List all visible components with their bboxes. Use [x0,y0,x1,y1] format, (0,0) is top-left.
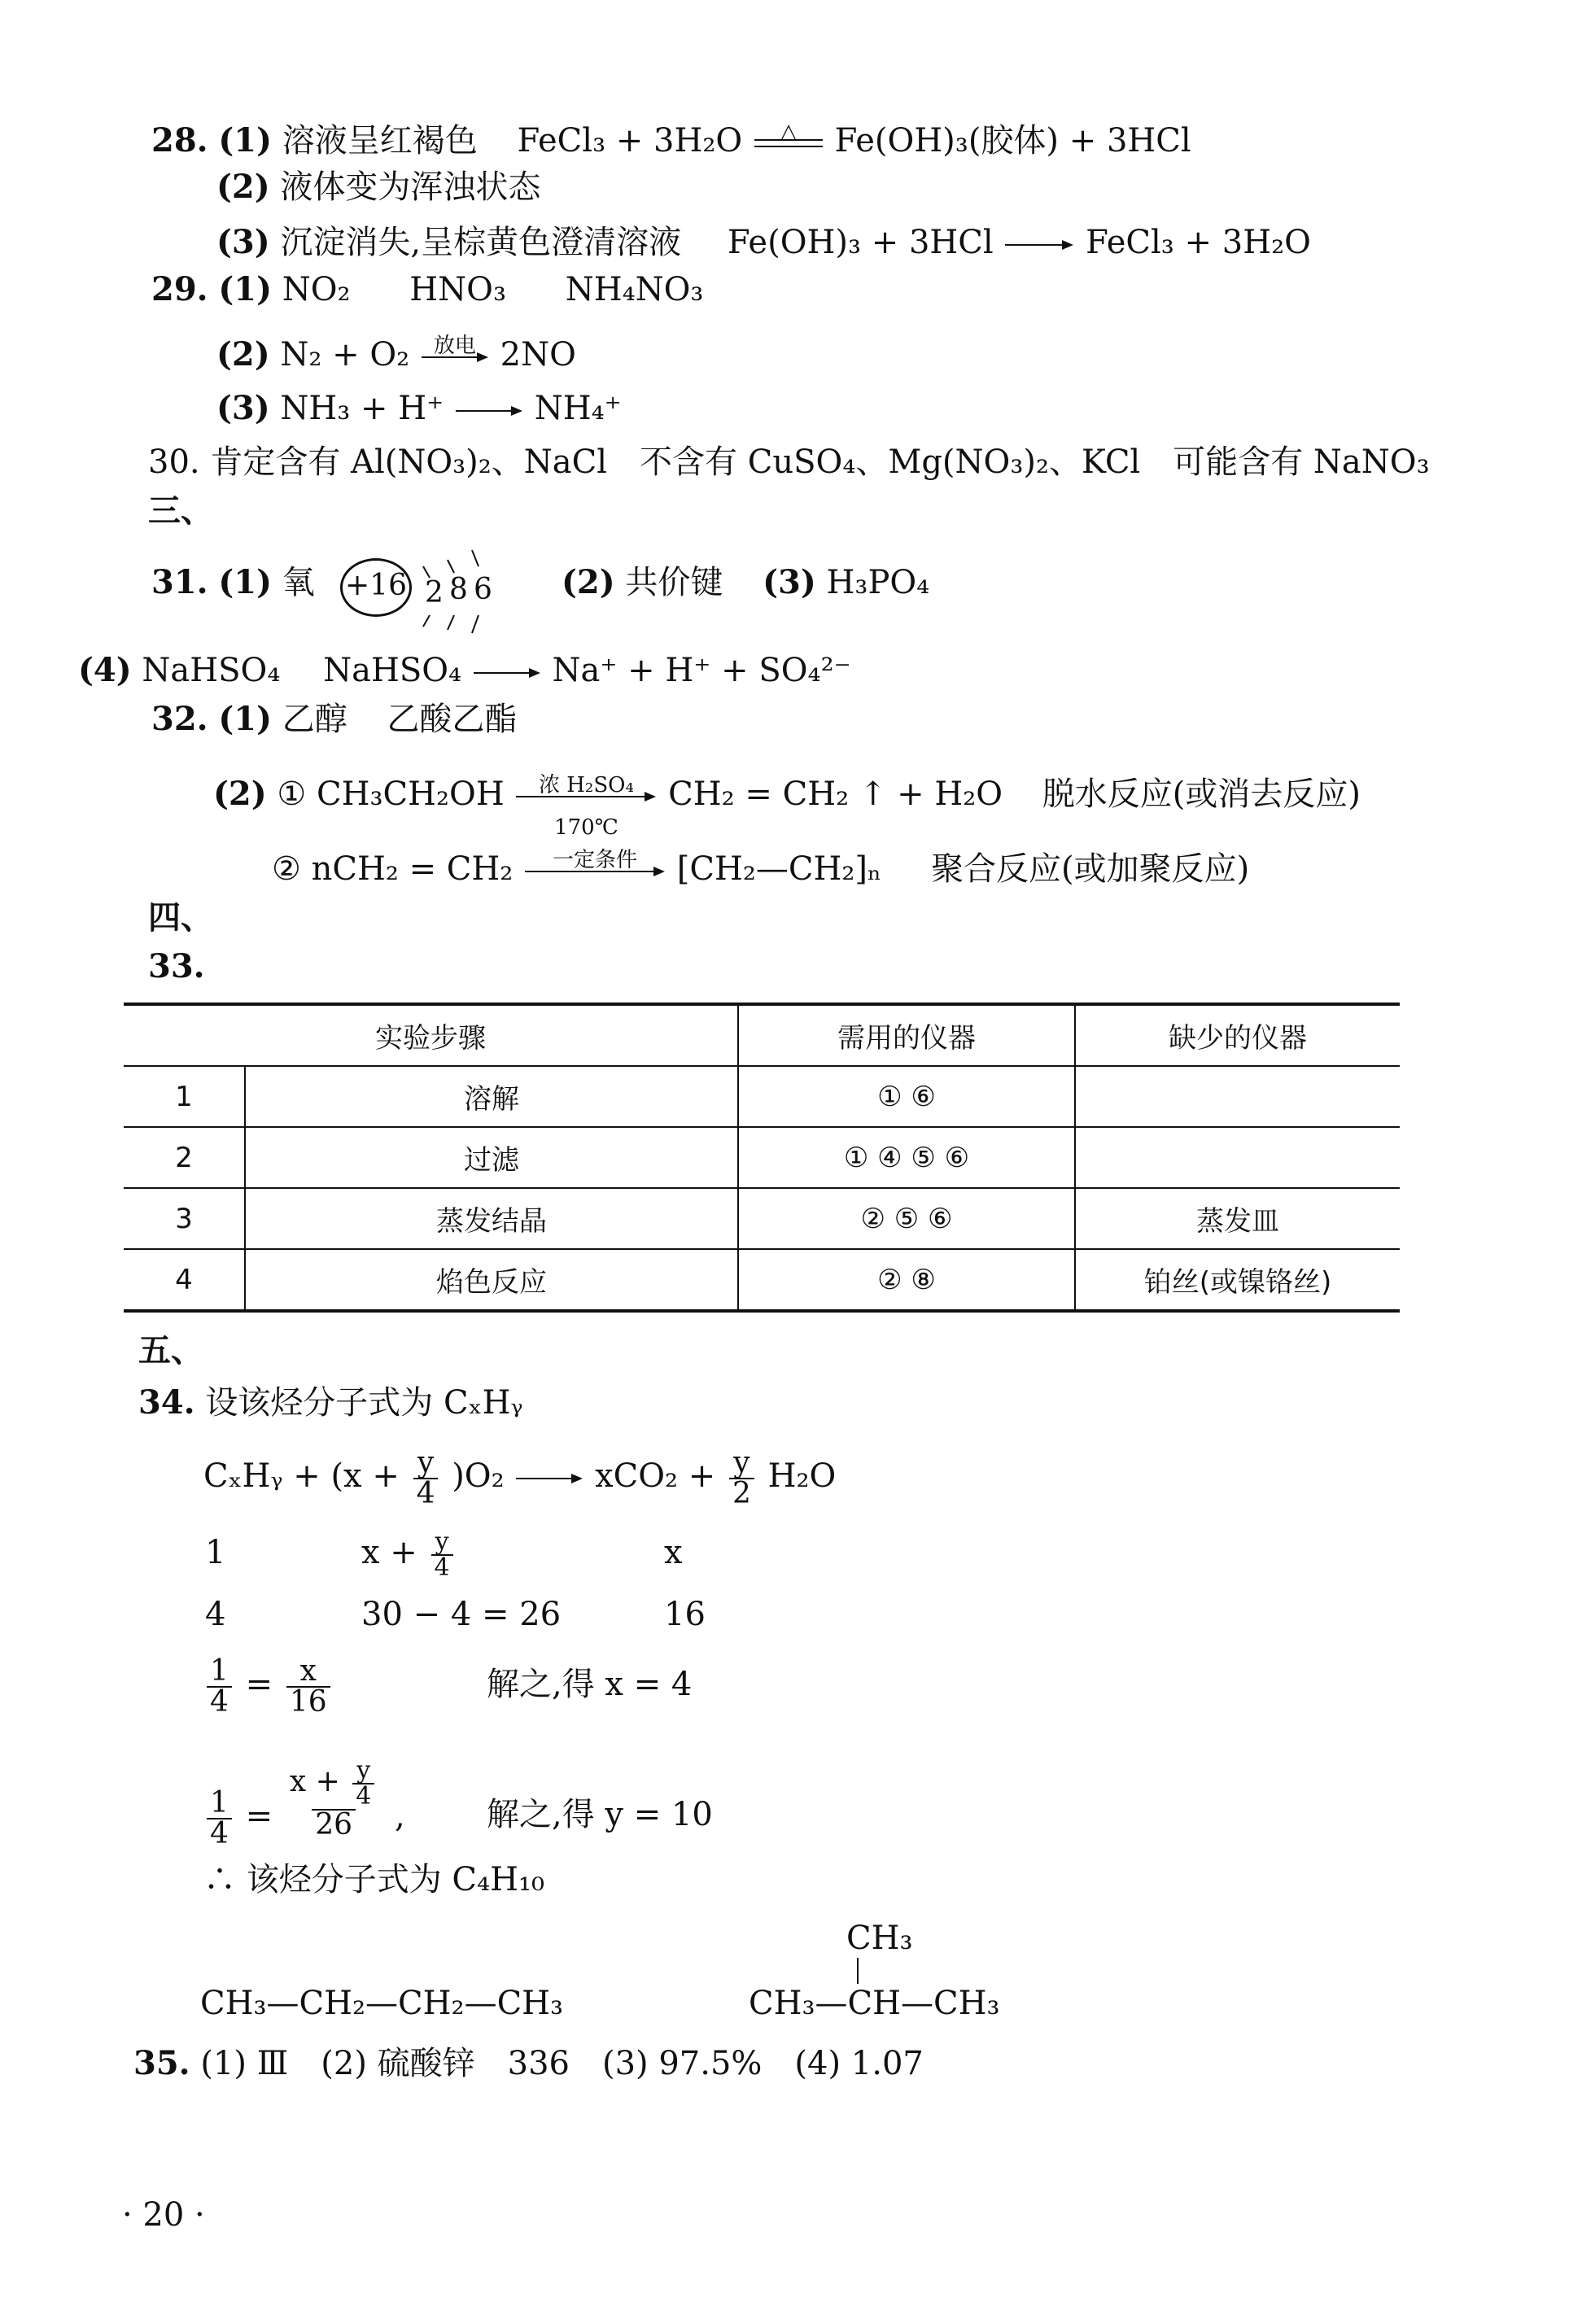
q34-ratio-row2-b: 30 − 4 = 26 [361,1596,562,1633]
q33-experiment-table [124,1003,1400,1313]
q31-p4-label: (4) [78,651,132,689]
q32-r2-type: 聚合反应(或加聚反应) [931,850,1250,888]
q31-p3-text: H₃PO₄ [826,564,930,601]
frac-denominator: 4 [207,1818,232,1849]
q29-p2-arrow [420,334,490,364]
q28-line2 [216,164,540,210]
row-number: 2 [124,1127,245,1188]
q32-r2-left: nCH₂ = CH₂ [311,850,513,888]
q29-p1-c: NH₄NO₃ [565,271,704,308]
q34-equation [203,1448,836,1509]
q32-r2-arrow [523,848,666,878]
q28-p1-arrow [753,120,824,150]
q28-p1-eq-right: Fe(OH)₃(胶体) + 3HCl [834,122,1191,159]
isobutane-main-chain: CH₃—CH—CH₃ [749,1985,1000,2022]
frac-denominator: 4 [431,1554,453,1580]
q33-number: 33. [148,947,205,985]
q34-ratio-row1-a: 1 [205,1534,226,1571]
n-butane-structure: CH₃—CH₂—CH₂—CH₃ [200,1985,564,2022]
q29-p3-eq-right: NH₄⁺ [534,390,622,427]
q32-number: 32. [151,700,208,738]
q34-eq-mid: )O₂ [452,1457,505,1495]
numerator-text: x + [289,1765,340,1798]
row-needed: ② ⑧ [738,1249,1075,1311]
frac-denominator: 16 [286,1686,330,1717]
row-needed: ② ⑤ ⑥ [738,1188,1075,1249]
frac-numerator: 1 [210,1786,229,1819]
equals-sign: = [245,1666,273,1703]
q28-p1-condition: △ [780,120,797,144]
q29-p2-condition: 放电 [433,334,476,358]
frac-denominator: 4 [207,1686,232,1717]
header-needed: 需用的仪器 [738,1004,1075,1066]
q34-solution-y: 解之,得 y = 10 [487,1796,713,1833]
q34-ratio-row1-b [361,1527,457,1582]
sulfur-atom-structure-diagram [340,548,535,638]
q31-p1-text: 氧 [282,564,315,601]
row-step: 溶解 [245,1066,738,1127]
row-needed: ① ④ ⑤ ⑥ [738,1127,1075,1188]
frac1-right [286,1654,330,1719]
q32-r2-mark: ② [272,850,301,888]
reaction-arrow-icon [472,666,542,679]
q31-line1-rest [562,560,929,605]
reaction-arrow-icon [454,404,524,417]
q32-p1-a: 乙醇 [282,701,347,738]
frac-numerator: y [733,1446,750,1479]
q34-ratio-row2-c: 16 [664,1596,706,1633]
q28-line1 [151,118,1191,164]
q28-number: 28. [151,121,208,159]
q29-p1-a: NO₂ [282,271,351,308]
q29-p3-label: (3) [216,389,270,427]
q30-text: 肯定含有 Al(NO₃)₂、NaCl 不含有 CuSO₄、Mg(NO₃)₂、KCl 可能含有 NaNO₃ [210,443,1430,481]
row-step: 蒸发结晶 [245,1188,738,1249]
q31-p4-a: NaHSO₄ [142,652,281,689]
section-3-heading: 三、 [148,491,213,530]
q28-p3-label: (3) [216,223,270,261]
frac-denominator: 26 [312,1809,356,1840]
q32-p2-label: (2) [213,775,267,813]
q29-p3-arrow [454,404,524,417]
q28-p3-arrow [1003,238,1075,251]
table-row [124,1188,1400,1249]
q28-p1-eq-left: FeCl₃ + 3H₂O [517,122,743,159]
header-missing: 缺少的仪器 [1075,1004,1400,1066]
q29-p2-label: (2) [216,335,270,374]
q31-p2-text: 共价键 [625,564,723,601]
q29-p2-eq-left: N₂ + O₂ [280,336,410,374]
reaction-arrow-icon [514,1472,584,1485]
reaction-arrow-icon [1003,238,1075,251]
frac-numerator [286,1758,381,1809]
q30-number: 30. [148,443,200,481]
isobutane-branch: CH₃ [846,1920,913,1957]
table-row [124,1127,1400,1188]
row-step: 过滤 [245,1127,738,1188]
row-number: 1 [124,1066,245,1127]
q28-p3-eq-right: FeCl₃ + 3H₂O [1086,224,1311,261]
frac-denominator: 4 [413,1478,439,1509]
ratio-b-text: x + [361,1534,417,1571]
q31-p2-label: (2) [562,563,615,601]
q34-conclusion: ∴ 该烃分子式为 C₄H₁₀ [203,1861,545,1898]
shell-3-electrons: 6 [474,573,492,606]
q31-p4-eq-left: NaHSO₄ [323,652,462,689]
row-needed: ① ⑥ [738,1066,1075,1127]
q35-text: (1) Ⅲ (2) 硫酸锌 336 (3) 97.5% (4) 1.07 [200,2045,924,2082]
q29-line1 [151,267,703,312]
q30-line [148,439,1430,485]
q34-eq-left: CₓHᵧ + (x + [203,1457,400,1495]
row-missing [1075,1127,1400,1188]
frac-numerator: y [417,1446,435,1479]
q29-p2-eq-right: 2NO [500,336,576,374]
q31-line2 [78,648,851,693]
row-missing: 蒸发皿 [1075,1188,1400,1249]
section-4-heading: 四、 [148,898,213,937]
table-row [124,1249,1400,1311]
q34-intro-line [138,1380,523,1426]
shell-2-electrons: 8 [449,573,468,606]
row-number: 3 [124,1188,245,1249]
q32-r1-condition-bottom: 170℃ [554,815,618,840]
row-number: 4 [124,1249,245,1311]
q28-p2-text: 液体变为浑浊状态 [280,168,541,206]
frac-denominator: 2 [729,1478,754,1509]
row-step: 焰色反应 [245,1249,738,1311]
q34-eq-right1: xCO₂ + [595,1457,716,1495]
q32-r1-right: CH₂ = CH₂ ↑ + H₂O [668,775,1003,813]
frac1-left [207,1654,232,1719]
q28-line3 [216,220,1311,265]
q32-r1-condition-top: 浓 H₂SO₄ [538,773,634,797]
q34-frac-eq2 [203,1750,405,1849]
q28-p3-eq-left: Fe(OH)₃ + 3HCl [727,224,994,261]
q34-ratio-row2-a: 4 [205,1596,226,1633]
q32-r1-mark: ① [277,775,307,813]
q32-r2-right: [CH₂—CH₂]ₙ [676,850,882,888]
q34-intro: 设该烃分子式为 CₓHᵧ [205,1384,523,1422]
q32-r1-arrow [514,773,658,840]
nucleus-circle: +16 [340,558,412,617]
section-5-heading: 五、 [138,1331,203,1370]
q32-r1-type: 脱水反应(或消去反应) [1042,775,1361,813]
frac-denominator: 4 [352,1783,374,1809]
frac-numerator: y [356,1756,371,1784]
q32-reaction1 [213,771,1361,840]
q32-p1-label: (1) [218,700,272,738]
q29-line3 [216,386,622,431]
q35-number: 35. [133,2044,190,2082]
q31-p4-eq-right: Na⁺ + H⁺ + SO₄²⁻ [552,652,851,689]
q34-eq-frac1 [413,1448,439,1509]
q32-p1-b: 乙酸乙酯 [387,701,518,738]
q32-line1 [151,697,517,742]
q29-line2 [216,332,576,378]
q28-p1-text: 溶液呈红褐色 [282,122,478,159]
q31-p1-label: (1) [218,563,272,601]
row-missing: 铂丝(或镍铬丝) [1075,1249,1400,1311]
q28-p1-label: (1) [218,121,272,159]
comma: , [395,1798,405,1835]
q29-p1-b: HNO₃ [409,271,506,308]
frac-numerator: y [435,1527,449,1556]
page-number: · 20 · [122,2196,205,2234]
shell-1-electrons: 2 [425,576,444,609]
q34-eq-right2: H₂O [767,1457,837,1495]
table-row [124,1066,1400,1127]
q34-eq-frac2 [729,1448,754,1509]
row-missing [1075,1066,1400,1127]
q32-r1-left: CH₃CH₂OH [316,775,505,813]
frac2-left [207,1786,232,1850]
q31-line1 [151,560,315,605]
q34-ratio-row1-c: x [664,1534,683,1571]
header-step: 实验步骤 [124,1004,738,1066]
q29-p1-label: (1) [218,270,272,308]
isobutane-structure [749,1916,1009,2029]
frac-numerator: x [299,1654,317,1688]
table-header-row [124,1004,1400,1066]
ratio-b-frac [431,1527,453,1582]
q34-frac-eq1 [203,1654,334,1719]
q35-line [133,2041,924,2086]
q31-p4-arrow [472,666,542,679]
q34-solution-x: 解之,得 x = 4 [487,1666,693,1703]
q32-r2-condition: 一定条件 [553,848,638,872]
q28-p3-text: 沉淀消失,呈棕黄色澄清溶液 [280,224,682,261]
q28-p2-label: (2) [216,168,270,206]
frac2-right [286,1758,381,1840]
q34-number: 34. [138,1383,195,1422]
q31-number: 31. [151,563,208,601]
q32-reaction2 [272,846,1249,892]
q29-p3-eq-left: NH₃ + H⁺ [280,390,444,427]
equals-sign: = [245,1798,273,1835]
q31-p3-label: (3) [763,563,816,601]
frac-numerator: 1 [210,1654,229,1688]
numerator-inner-frac [352,1758,374,1809]
q29-number: 29. [151,270,208,308]
q34-eq-arrow [514,1472,584,1485]
